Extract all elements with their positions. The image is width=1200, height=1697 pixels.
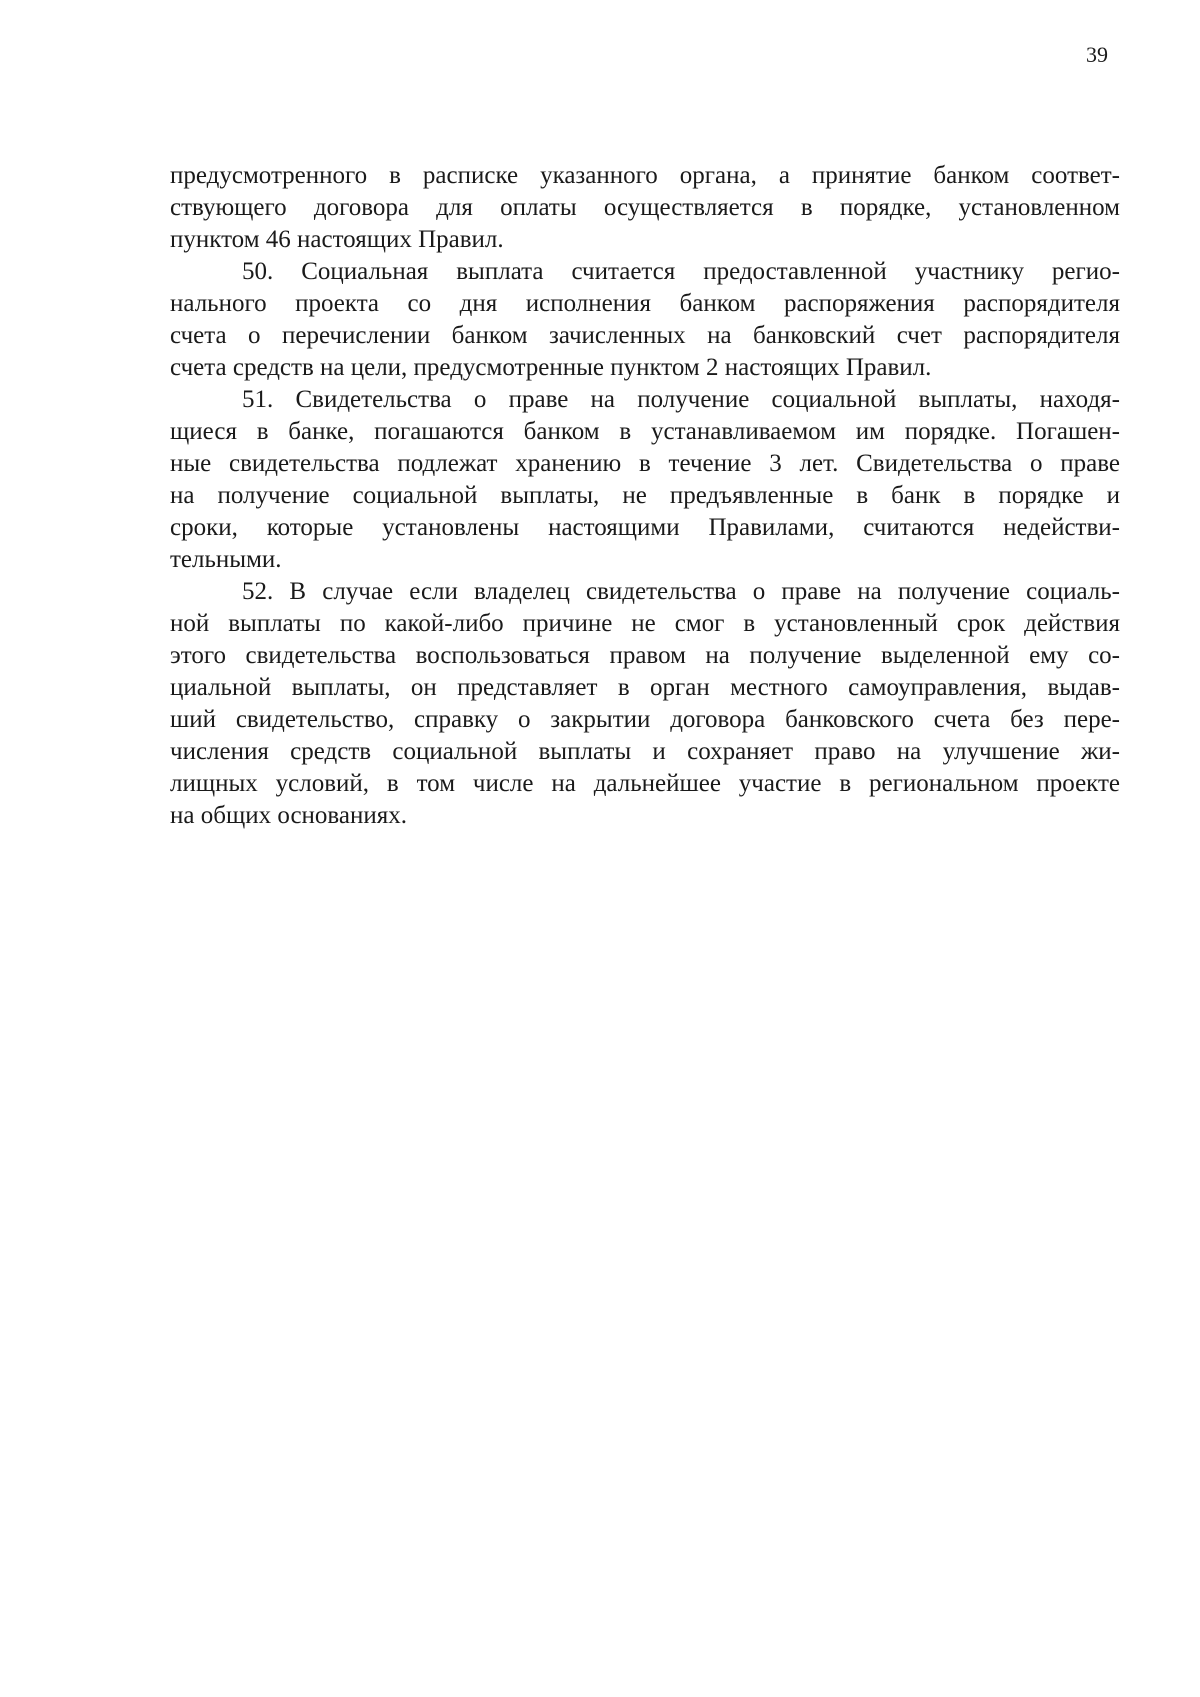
- text-line: ной выплаты по какой-либо причине не смог в установленный срок действия: [170, 610, 1120, 637]
- text-line: нального проекта со дня исполнения банком распоряжения распорядителя: [170, 290, 1120, 317]
- text-line: ствующего договора для оплаты осуществляется в порядке, установленном: [170, 194, 1120, 221]
- paragraph-continuation: [170, 160, 1120, 256]
- page-number: 39: [1086, 42, 1108, 67]
- paragraph-52: [170, 576, 1120, 832]
- paragraph-51: [170, 384, 1120, 576]
- text-line: 52. В случае если владелец свидетельства о праве на получение социаль-: [242, 578, 1120, 605]
- text-line: сроки, которые установлены настоящими Правилами, считаются недействи-: [170, 514, 1120, 541]
- text-line: тельными.: [170, 546, 282, 573]
- text-line: предусмотренного в расписке указанного органа, а принятие банком соответ-: [170, 162, 1120, 189]
- text-line: 51. Свидетельства о праве на получение социальной выплаты, находя-: [242, 386, 1120, 413]
- text-line: ные свидетельства подлежат хранению в течение 3 лет. Свидетельства о праве: [170, 450, 1120, 477]
- text-line: пунктом 46 настоящих Правил.: [170, 226, 504, 253]
- text-line: ший свидетельство, справку о закрытии договора банковского счета без пере-: [170, 706, 1120, 733]
- document-body: [170, 160, 1120, 832]
- text-line: счета о перечислении банком зачисленных на банковский счет распорядителя: [170, 322, 1120, 349]
- text-line: 50. Социальная выплата считается предоставленной участнику регио-: [242, 258, 1120, 285]
- text-line: на получение социальной выплаты, не предъявленные в банк в порядке и: [170, 482, 1120, 509]
- paragraph-50: [170, 256, 1120, 384]
- text-line: числения средств социальной выплаты и сохраняет право на улучшение жи-: [170, 738, 1120, 765]
- text-line: циальной выплаты, он представляет в орган местного самоуправления, выдав-: [170, 674, 1120, 701]
- text-line: этого свидетельства воспользоваться правом на получение выделенной ему со-: [170, 642, 1120, 669]
- text-line: щиеся в банке, погашаются банком в устанавливаемом им порядке. Погашен-: [170, 418, 1120, 445]
- text-line: на общих основаниях.: [170, 802, 407, 829]
- text-line: счета средств на цели, предусмотренные пунктом 2 настоящих Правил.: [170, 354, 932, 381]
- text-line: лищных условий, в том числе на дальнейшее участие в региональном проекте: [170, 770, 1120, 797]
